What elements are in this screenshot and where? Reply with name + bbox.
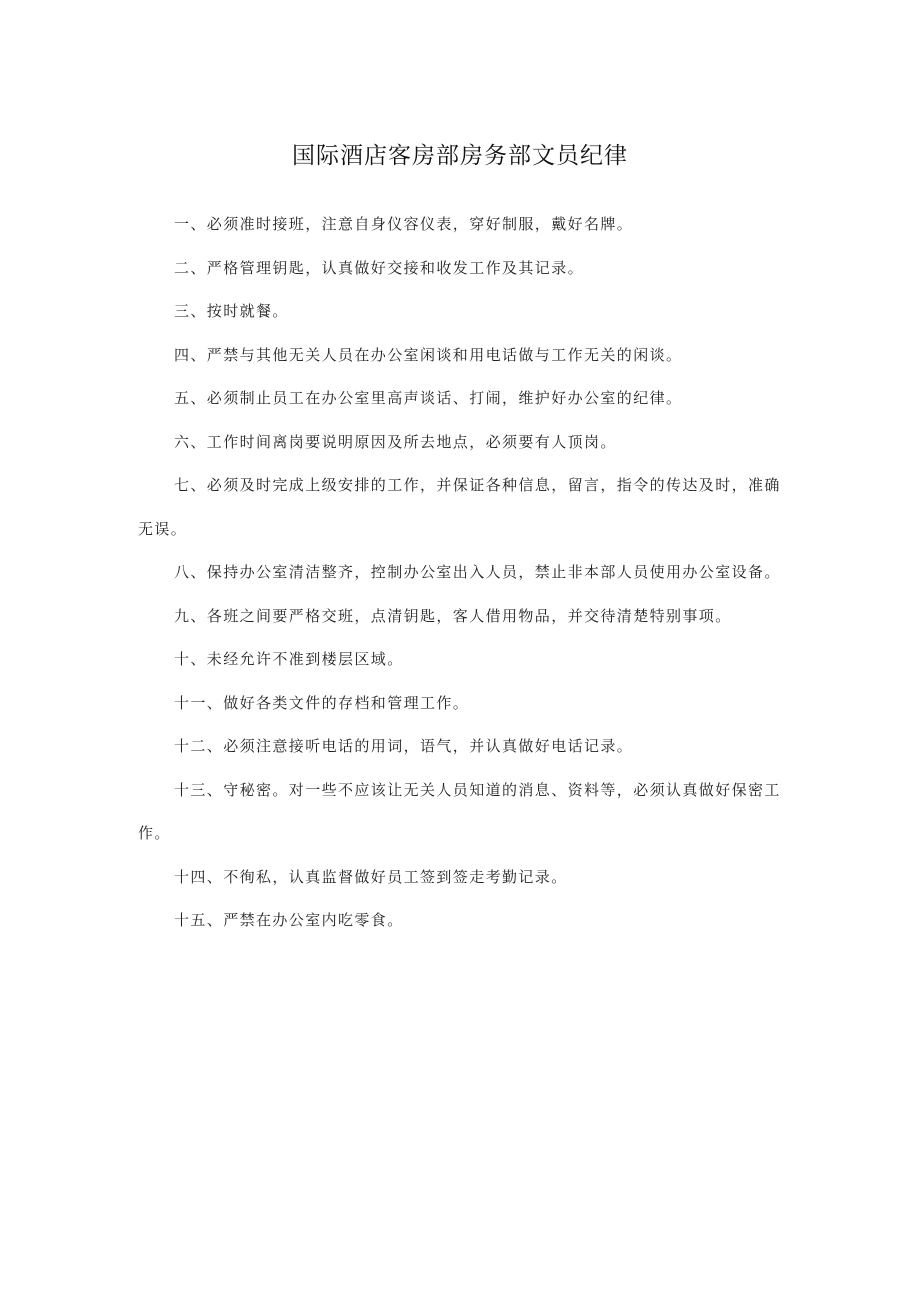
rule-item: 五、必须制止员工在办公室里高声谈话、打闹，维护好办公室的纪律。 — [174, 389, 683, 407]
rules-list — [138, 203, 786, 943]
rule-item: 十、未经允许不准到楼层区域。 — [174, 650, 404, 668]
rule-item: 一、必须准时接班，注意自身仪容仪表，穿好制服，戴好名牌。 — [174, 215, 634, 233]
rule-item: 十五、严禁在办公室内吃零食。 — [174, 911, 404, 929]
document-title: 国际酒店客房部房务部文员纪律 — [292, 143, 628, 169]
rule-item: 四、严禁与其他无关人员在办公室闲谈和用电话做与工作无关的闲谈。 — [174, 345, 683, 364]
rule-item: 九、各班之间要严格交班，点清钥匙，客人借用物品，并交待清楚特别事项。 — [174, 606, 732, 625]
rule-item: 十三、守秘密。对一些不应该让无关人员知道的消息、资料等，必须认真做好保密工作。 — [138, 780, 781, 842]
rule-item: 十一、做好各类文件的存档和管理工作。 — [174, 693, 470, 712]
rule-item: 二、严格管理钥匙，认真做好交接和收发工作及其记录。 — [174, 258, 585, 277]
rule-item: 七、必须及时完成上级安排的工作，并保证各种信息，留言，指令的传达及时，准确无误。 — [138, 476, 781, 538]
rule-item: 三、按时就餐。 — [174, 302, 289, 320]
rule-item: 六、工作时间离岗要说明原因及所去地点，必须要有人顶岗。 — [174, 432, 617, 451]
rule-item: 八、保持办公室清洁整齐，控制办公室出入人员，禁止非本部人员使用办公室设备。 — [174, 563, 781, 581]
rule-item: 十二、必须注意接听电话的用词，语气，并认真做好电话记录。 — [174, 737, 634, 755]
rule-item: 十四、不徇私，认真监督做好员工签到签走考勤记录。 — [174, 867, 568, 886]
